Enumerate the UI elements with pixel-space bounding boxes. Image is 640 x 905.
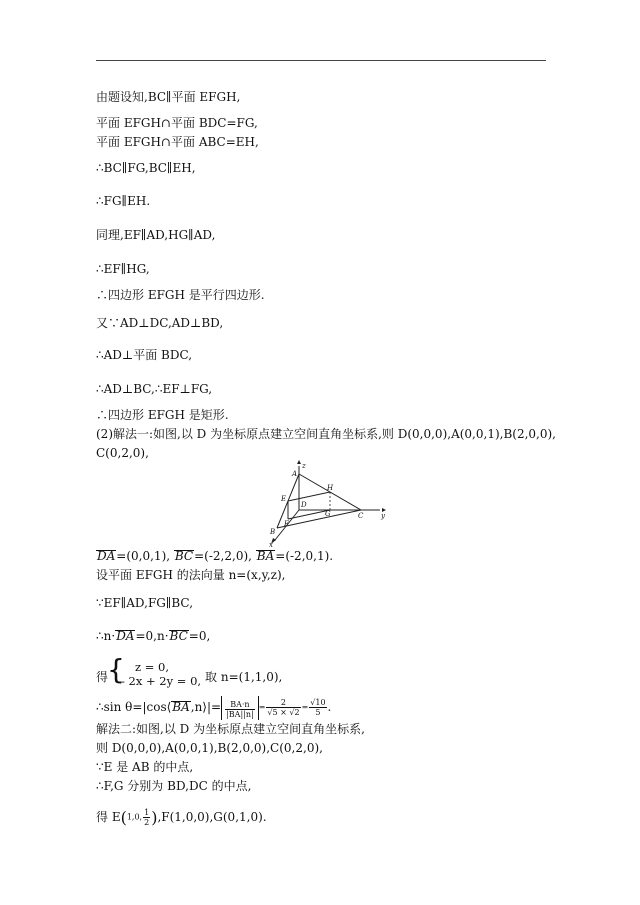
proof-line: ∴BC∥FG,BC∥EH, [96,161,196,175]
proof-line: ∴AD⊥BC,∴EF⊥FG, [96,382,213,396]
tetrahedron-figure [255,460,390,548]
fraction-result: $\frac{√10}{5}$ [310,698,326,717]
vec-BC: BC [174,549,194,563]
proof-line: ∴四边形 EFGH 是矩形. [96,408,229,422]
fraction-two: $\frac{2}{√5 \times √2}$ [267,698,300,717]
segment-EH [288,492,330,501]
z-arrow [297,460,301,464]
sine-line: ∴sin θ=|cos⟨BA,n⟩|= $\frac{BA\cdot n}{|BA||n|}$ = $\frac{2}{√5 \times √2}$ = $\frac{√10}{5}$ . [96,694,331,721]
label-H: H [327,484,334,492]
label-G: G [325,510,331,518]
method2-fg-midpoints: ∴F,G 分别为 BD,DC 的中点, [96,779,252,793]
label-D: D [301,501,307,509]
label-y: y [381,512,385,520]
vec-BC: BC [169,629,188,643]
vec-DA: DA [97,549,116,563]
equation-system: { z = 0, - 2x + 2y = 0, [107,653,202,688]
method2-e-midpoint: ∵E 是 AB 的中点, [96,760,194,774]
method2-result: 得 E(1,0, $\frac{1}{2}$ ),F(1,0,0),G(0,1,0). [96,807,267,827]
proof-line: 平面 EFGH∩平面 BDC=FG, [96,116,258,130]
method1-intro: (2)解法一:如图,以 D 为坐标原点建立空间直角坐标系,则 D(0,0,0),A(0,0,1),B(2,0,0), [96,427,556,441]
proof-line: ∴FG∥EH. [96,194,151,208]
label-F: F [284,520,289,528]
method2-intro: 解法二:如图,以 D 为坐标原点建立空间直角坐标系, [96,722,365,736]
vector-line: DA=(0,0,1), BC=(-2,2,0), BA=(-2,0,1). [97,549,334,563]
proof-line: 同理,EF∥AD,HG∥AD, [96,228,216,242]
method1-intro-cont: C(0,2,0), [96,446,149,460]
dot-product-line: ∴n·DA=0,n·BC=0, [96,629,211,643]
fraction-half: $\frac{1}{2}$ [144,808,150,827]
vec-BA: BA [172,700,190,714]
label-B: B [270,528,276,536]
normal-vector-line: 设平面 EFGH 的法向量 n=(x,y,z), [96,568,286,582]
proof-line: ∴EF∥HG, [96,262,150,276]
label-C: C [358,512,364,520]
equation-system-line: 得 { z = 0, - 2x + 2y = 0, 取 n=(1,1,0), [96,660,282,695]
vec-BA: BA [256,549,275,563]
proof-line: ∴四边形 EFGH 是平行四边形. [96,288,265,302]
proof-line: 又∵AD⊥DC,AD⊥BD, [96,316,224,330]
method2-coords: 则 D(0,0,0),A(0,0,1),B(2,0,0),C(0,2,0), [96,741,323,755]
header-rule [96,60,546,61]
label-z: z [302,462,306,470]
parallel-line: ∵EF∥AD,FG∥BC, [96,596,194,610]
label-A: A [292,470,298,478]
proof-line: 由题设知,BC∥平面 EFGH, [96,90,241,104]
label-x: x [269,541,273,548]
proof-line: ∴AD⊥平面 BDC, [96,348,193,362]
abs-fraction: $\frac{BA\cdot n}{|BA||n|}$ [221,696,259,720]
proof-line: 平面 EFGH∩平面 ABC=EH, [96,135,259,149]
label-E: E [281,495,287,503]
vec-DA: DA [116,629,135,643]
